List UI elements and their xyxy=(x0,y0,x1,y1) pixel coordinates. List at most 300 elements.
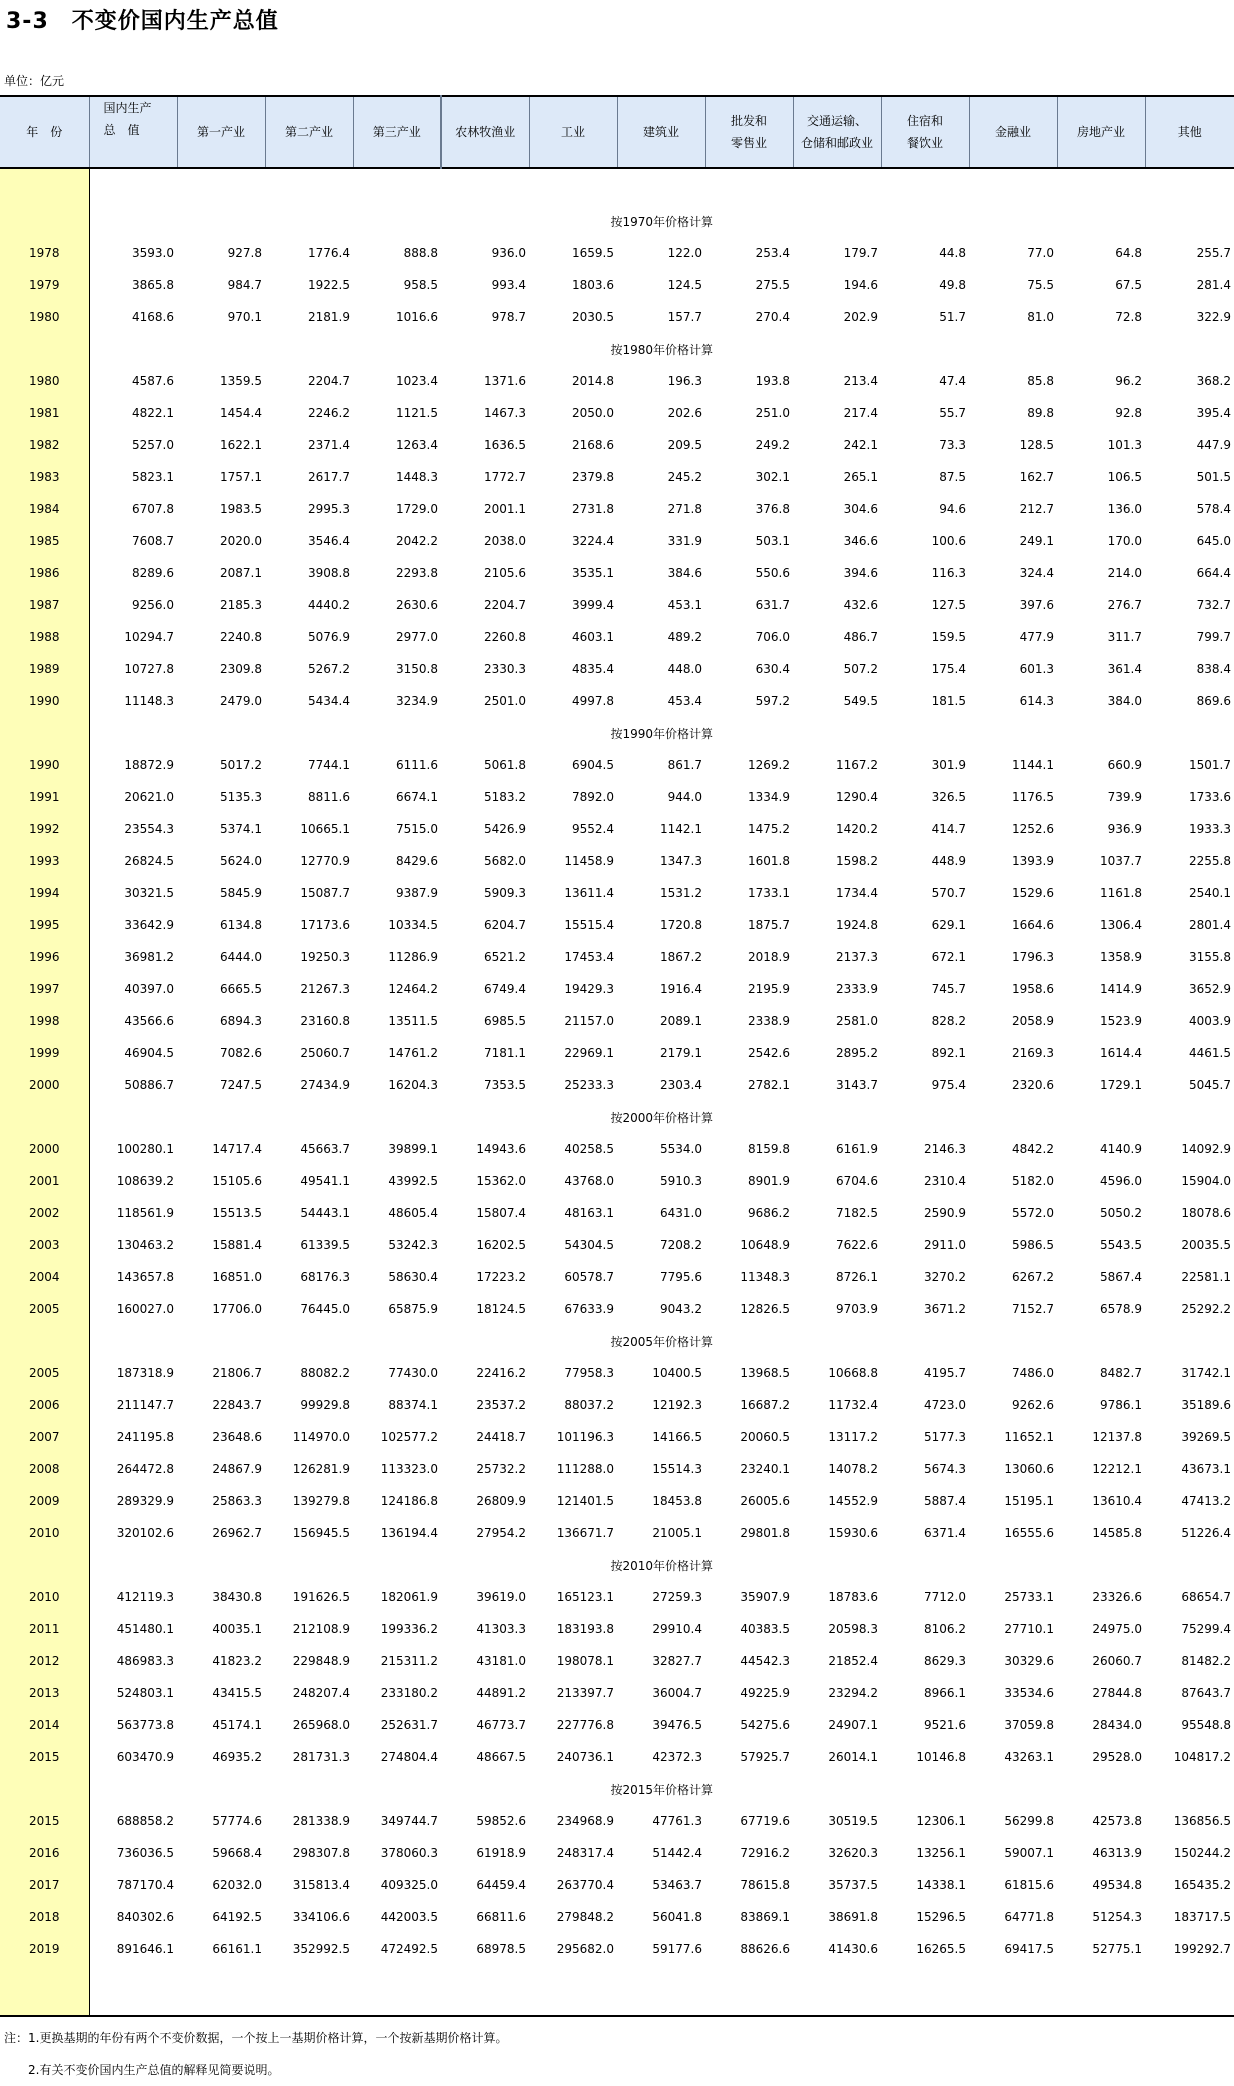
table-row xyxy=(0,1677,1234,1709)
agriculture-cell: 5183.2 xyxy=(484,790,526,804)
other-cell: 281.4 xyxy=(1196,278,1231,292)
other-cell: 81482.2 xyxy=(1181,1654,1231,1668)
gdp-cell: 40397.0 xyxy=(124,982,174,996)
gdp-cell: 451480.1 xyxy=(116,1622,174,1636)
accommodation-cell: 12306.1 xyxy=(916,1814,966,1828)
industry-cell: 21157.0 xyxy=(564,1014,614,1028)
construction-cell: 448.0 xyxy=(667,662,702,676)
transport-cell: 1734.4 xyxy=(836,886,878,900)
tertiary-cell: 409325.0 xyxy=(380,1878,438,1892)
industry-cell: 111288.0 xyxy=(556,1462,614,1476)
finance-cell: 5986.5 xyxy=(1012,1238,1054,1252)
transport-cell: 2333.9 xyxy=(836,982,878,996)
primary-cell: 7082.6 xyxy=(220,1046,262,1060)
transport-cell: 1420.2 xyxy=(836,822,878,836)
real-estate-cell: 5050.2 xyxy=(1100,1206,1142,1220)
primary-cell: 14717.4 xyxy=(212,1142,262,1156)
table-row xyxy=(0,845,1234,877)
industry-cell: 2030.5 xyxy=(572,310,614,324)
construction-cell: 6431.0 xyxy=(660,1206,702,1220)
accommodation-cell: 87.5 xyxy=(939,470,966,484)
agriculture-cell: 18124.5 xyxy=(476,1302,526,1316)
primary-cell: 1757.1 xyxy=(220,470,262,484)
other-cell: 104817.2 xyxy=(1173,1750,1231,1764)
construction-cell: 21005.1 xyxy=(652,1526,702,1540)
accommodation-cell: 116.3 xyxy=(931,566,966,580)
tertiary-cell: 472492.5 xyxy=(380,1942,438,1956)
other-cell: 51226.4 xyxy=(1181,1526,1231,1540)
primary-cell: 57774.6 xyxy=(212,1814,262,1828)
year-cell: 2004 xyxy=(0,1261,89,1293)
other-cell: 165435.2 xyxy=(1173,1878,1231,1892)
secondary-cell: 3908.8 xyxy=(308,566,350,580)
header-construction: 建筑业 xyxy=(617,96,705,168)
finance-cell: 61815.6 xyxy=(1004,1878,1054,1892)
construction-cell: 1531.2 xyxy=(660,886,702,900)
accommodation-cell: 51.7 xyxy=(939,310,966,324)
tertiary-cell: 215311.2 xyxy=(380,1654,438,1668)
real-estate-cell: 384.0 xyxy=(1107,694,1142,708)
industry-cell: 240736.1 xyxy=(556,1750,614,1764)
year-cell: 1998 xyxy=(0,1005,89,1037)
construction-cell: 384.6 xyxy=(667,566,702,580)
other-cell: 95548.8 xyxy=(1181,1718,1231,1732)
transport-cell: 1290.4 xyxy=(836,790,878,804)
construction-cell: 489.2 xyxy=(667,630,702,644)
section-row xyxy=(0,205,1234,237)
section-label: 按2005年价格计算 xyxy=(610,1334,714,1349)
finance-cell: 89.8 xyxy=(1027,406,1054,420)
finance-cell: 128.5 xyxy=(1019,438,1054,452)
wholesale-retail-cell: 1601.8 xyxy=(748,854,790,868)
other-cell: 838.4 xyxy=(1196,662,1231,676)
accommodation-cell: 8629.3 xyxy=(924,1654,966,1668)
primary-cell: 1359.5 xyxy=(220,374,262,388)
gdp-cell: 241195.8 xyxy=(116,1430,174,1444)
industry-cell: 60578.7 xyxy=(564,1270,614,1284)
primary-cell: 7247.5 xyxy=(220,1078,262,1092)
agriculture-cell: 44891.2 xyxy=(476,1686,526,1700)
gdp-cell: 688858.2 xyxy=(116,1814,174,1828)
real-estate-cell: 1161.8 xyxy=(1100,886,1142,900)
secondary-cell: 2246.2 xyxy=(308,406,350,420)
other-cell: 732.7 xyxy=(1196,598,1231,612)
other-cell: 5045.7 xyxy=(1189,1078,1231,1092)
wholesale-retail-cell: 40383.5 xyxy=(740,1622,790,1636)
header-transport xyxy=(793,96,881,168)
gdp-cell: 18872.9 xyxy=(124,758,174,772)
tertiary-cell: 6111.6 xyxy=(396,758,438,772)
finance-cell: 249.1 xyxy=(1019,534,1054,548)
other-cell: 322.9 xyxy=(1196,310,1231,324)
other-cell: 39269.5 xyxy=(1181,1430,1231,1444)
gdp-cell: 412119.3 xyxy=(116,1590,174,1604)
wholesale-retail-cell: 1875.7 xyxy=(748,918,790,932)
agriculture-cell: 59852.6 xyxy=(476,1814,526,1828)
tertiary-cell: 7515.0 xyxy=(396,822,438,836)
other-cell: 47413.2 xyxy=(1181,1494,1231,1508)
table-row xyxy=(0,1165,1234,1197)
tertiary-cell: 39899.1 xyxy=(388,1142,438,1156)
accommodation-cell: 828.2 xyxy=(931,1014,966,1028)
accommodation-cell: 3270.2 xyxy=(924,1270,966,1284)
real-estate-cell: 12212.1 xyxy=(1092,1462,1142,1476)
construction-cell: 59177.6 xyxy=(652,1942,702,1956)
gdp-cell: 118561.9 xyxy=(116,1206,174,1220)
tertiary-cell: 77430.0 xyxy=(388,1366,438,1380)
transport-cell: 32620.3 xyxy=(828,1846,878,1860)
wholesale-retail-cell: 11348.3 xyxy=(740,1270,790,1284)
accommodation-cell: 16265.5 xyxy=(916,1942,966,1956)
transport-cell: 30519.5 xyxy=(828,1814,878,1828)
construction-cell: 47761.3 xyxy=(652,1814,702,1828)
secondary-cell: 45663.7 xyxy=(300,1142,350,1156)
transport-cell: 217.4 xyxy=(843,406,878,420)
construction-cell: 39476.5 xyxy=(652,1718,702,1732)
wholesale-retail-cell: 54275.6 xyxy=(740,1718,790,1732)
notes xyxy=(4,2022,507,2086)
year-cell: 1980 xyxy=(0,365,89,397)
finance-cell: 1144.1 xyxy=(1012,758,1054,772)
section-label: 按2000年价格计算 xyxy=(610,1110,714,1125)
year-cell xyxy=(0,168,89,205)
secondary-cell: 27434.9 xyxy=(300,1078,350,1092)
construction-cell: 245.2 xyxy=(667,470,702,484)
finance-cell: 2058.9 xyxy=(1012,1014,1054,1028)
construction-cell: 7795.6 xyxy=(660,1270,702,1284)
header-accommodation-line1: 住宿和 xyxy=(906,114,943,128)
wholesale-retail-cell: 29801.8 xyxy=(740,1526,790,1540)
finance-cell: 11652.1 xyxy=(1004,1430,1054,1444)
other-cell: 3155.8 xyxy=(1189,950,1231,964)
section-row xyxy=(0,1549,1234,1581)
primary-cell: 40035.1 xyxy=(212,1622,262,1636)
wholesale-retail-cell: 2782.1 xyxy=(748,1078,790,1092)
secondary-cell: 88082.2 xyxy=(300,1366,350,1380)
header-wholesale-line1: 批发和 xyxy=(730,114,767,128)
gdp-cell: 143657.8 xyxy=(116,1270,174,1284)
agriculture-cell: 48667.5 xyxy=(476,1750,526,1764)
industry-cell: 4835.4 xyxy=(572,662,614,676)
construction-cell: 56041.8 xyxy=(652,1910,702,1924)
finance-cell: 4842.2 xyxy=(1012,1142,1054,1156)
transport-cell: 7182.5 xyxy=(836,1206,878,1220)
secondary-cell: 156945.5 xyxy=(292,1526,350,1540)
construction-cell: 27259.3 xyxy=(652,1590,702,1604)
year-cell: 1978 xyxy=(0,237,89,269)
wholesale-retail-cell: 9686.2 xyxy=(748,1206,790,1220)
table-row xyxy=(0,1805,1234,1837)
accommodation-cell: 73.3 xyxy=(939,438,966,452)
agriculture-cell: 6204.7 xyxy=(484,918,526,932)
table-row xyxy=(0,685,1234,717)
accommodation-cell: 159.5 xyxy=(931,630,966,644)
tertiary-cell: 1023.4 xyxy=(396,374,438,388)
wholesale-retail-cell: 35907.9 xyxy=(740,1590,790,1604)
construction-cell: 10400.5 xyxy=(652,1366,702,1380)
agriculture-cell: 15362.0 xyxy=(476,1174,526,1188)
secondary-cell: 281338.9 xyxy=(292,1814,350,1828)
secondary-cell: 248207.4 xyxy=(292,1686,350,1700)
accommodation-cell: 10146.8 xyxy=(916,1750,966,1764)
industry-cell: 22969.1 xyxy=(564,1046,614,1060)
finance-cell: 33534.6 xyxy=(1004,1686,1054,1700)
finance-cell: 37059.8 xyxy=(1004,1718,1054,1732)
other-cell: 2801.4 xyxy=(1189,918,1231,932)
accommodation-cell: 570.7 xyxy=(931,886,966,900)
finance-cell: 162.7 xyxy=(1019,470,1054,484)
year-cell: 2010 xyxy=(0,1517,89,1549)
table-row xyxy=(0,1741,1234,1773)
real-estate-cell: 13610.4 xyxy=(1092,1494,1142,1508)
primary-cell: 15513.5 xyxy=(212,1206,262,1220)
gdp-cell: 187318.9 xyxy=(116,1366,174,1380)
transport-cell: 486.7 xyxy=(843,630,878,644)
transport-cell: 394.6 xyxy=(843,566,878,580)
real-estate-cell: 1358.9 xyxy=(1100,950,1142,964)
gdp-cell: 5823.1 xyxy=(132,470,174,484)
agriculture-cell: 978.7 xyxy=(491,310,526,324)
tertiary-cell: 1448.3 xyxy=(396,470,438,484)
secondary-cell: 114970.0 xyxy=(292,1430,350,1444)
finance-cell: 1529.6 xyxy=(1012,886,1054,900)
table-row xyxy=(0,1837,1234,1869)
real-estate-cell: 42573.8 xyxy=(1092,1814,1142,1828)
other-cell: 199292.7 xyxy=(1173,1942,1231,1956)
tertiary-cell: 11286.9 xyxy=(388,950,438,964)
agriculture-cell: 68978.5 xyxy=(476,1942,526,1956)
year-cell: 1999 xyxy=(0,1037,89,1069)
finance-cell: 212.7 xyxy=(1019,502,1054,516)
industry-cell: 3999.4 xyxy=(572,598,614,612)
gdp-cell: 840302.6 xyxy=(116,1910,174,1924)
real-estate-cell: 23326.6 xyxy=(1092,1590,1142,1604)
year-cell: 2005 xyxy=(0,1293,89,1325)
table-row xyxy=(0,1485,1234,1517)
transport-cell: 23294.2 xyxy=(828,1686,878,1700)
secondary-cell: 54443.1 xyxy=(300,1206,350,1220)
construction-cell: 32827.7 xyxy=(652,1654,702,1668)
real-estate-cell: 49534.8 xyxy=(1092,1878,1142,1892)
header-agriculture: 农林牧渔业 xyxy=(441,96,529,168)
year-cell: 2012 xyxy=(0,1645,89,1677)
construction-cell: 122.0 xyxy=(667,246,702,260)
year-cell: 1988 xyxy=(0,621,89,653)
transport-cell: 14078.2 xyxy=(828,1462,878,1476)
primary-cell: 5374.1 xyxy=(220,822,262,836)
table-row xyxy=(0,1389,1234,1421)
table-body xyxy=(0,168,1234,2016)
tertiary-cell: 958.5 xyxy=(403,278,438,292)
real-estate-cell: 92.8 xyxy=(1115,406,1142,420)
transport-cell: 304.6 xyxy=(843,502,878,516)
secondary-cell: 10665.1 xyxy=(300,822,350,836)
accommodation-cell: 175.4 xyxy=(931,662,966,676)
gdp-cell: 486983.3 xyxy=(116,1654,174,1668)
other-cell: 15904.0 xyxy=(1181,1174,1231,1188)
real-estate-cell: 1306.4 xyxy=(1100,918,1142,932)
construction-cell: 453.1 xyxy=(667,598,702,612)
industry-cell: 13611.4 xyxy=(564,886,614,900)
construction-cell: 7208.2 xyxy=(660,1238,702,1252)
agriculture-cell: 17223.2 xyxy=(476,1270,526,1284)
construction-cell: 1916.4 xyxy=(660,982,702,996)
industry-cell: 295682.0 xyxy=(556,1942,614,1956)
finance-cell: 59007.1 xyxy=(1004,1846,1054,1860)
tertiary-cell: 16204.3 xyxy=(388,1078,438,1092)
secondary-cell: 265968.0 xyxy=(292,1718,350,1732)
table-row xyxy=(0,1005,1234,1037)
accommodation-cell: 629.1 xyxy=(931,918,966,932)
gdp-cell: 36981.2 xyxy=(124,950,174,964)
real-estate-cell: 51254.3 xyxy=(1092,1910,1142,1924)
agriculture-cell: 41303.3 xyxy=(476,1622,526,1636)
year-cell: 2005 xyxy=(0,1357,89,1389)
primary-cell: 984.7 xyxy=(227,278,262,292)
construction-cell: 1142.1 xyxy=(660,822,702,836)
table-row xyxy=(0,1229,1234,1261)
wholesale-retail-cell: 631.7 xyxy=(755,598,790,612)
transport-cell: 265.1 xyxy=(843,470,878,484)
year-cell: 1995 xyxy=(0,909,89,941)
transport-cell: 11732.4 xyxy=(828,1398,878,1412)
tertiary-cell: 2977.0 xyxy=(396,630,438,644)
year-cell: 2009 xyxy=(0,1485,89,1517)
gdp-cell: 264472.8 xyxy=(116,1462,174,1476)
accommodation-cell: 326.5 xyxy=(931,790,966,804)
section-label: 按1990年价格计算 xyxy=(610,726,714,741)
agriculture-cell: 2001.1 xyxy=(484,502,526,516)
accommodation-cell: 301.9 xyxy=(931,758,966,772)
tertiary-cell: 124186.8 xyxy=(380,1494,438,1508)
agriculture-cell: 2204.7 xyxy=(484,598,526,612)
year-cell: 1993 xyxy=(0,845,89,877)
spacer-row xyxy=(0,168,1234,205)
transport-cell: 20598.3 xyxy=(828,1622,878,1636)
primary-cell: 17706.0 xyxy=(212,1302,262,1316)
secondary-cell: 1776.4 xyxy=(308,246,350,260)
tertiary-cell: 9387.9 xyxy=(396,886,438,900)
transport-cell: 2137.3 xyxy=(836,950,878,964)
wholesale-retail-cell: 597.2 xyxy=(755,694,790,708)
wholesale-retail-cell: 26005.6 xyxy=(740,1494,790,1508)
accommodation-cell: 44.8 xyxy=(939,246,966,260)
other-cell: 869.6 xyxy=(1196,694,1231,708)
tertiary-cell: 1729.0 xyxy=(396,502,438,516)
real-estate-cell: 1414.9 xyxy=(1100,982,1142,996)
header-gdp xyxy=(89,96,177,168)
other-cell: 14092.9 xyxy=(1181,1142,1231,1156)
finance-cell: 397.6 xyxy=(1019,598,1054,612)
secondary-cell: 229848.9 xyxy=(292,1654,350,1668)
gdp-cell: 3593.0 xyxy=(132,246,174,260)
secondary-cell: 15087.7 xyxy=(300,886,350,900)
construction-cell: 36004.7 xyxy=(652,1686,702,1700)
accommodation-cell: 2146.3 xyxy=(924,1142,966,1156)
industry-cell: 43768.0 xyxy=(564,1174,614,1188)
wholesale-retail-cell: 2195.9 xyxy=(748,982,790,996)
year-cell: 2015 xyxy=(0,1805,89,1837)
wholesale-retail-cell: 503.1 xyxy=(755,534,790,548)
accommodation-cell: 100.6 xyxy=(931,534,966,548)
other-cell: 25292.2 xyxy=(1181,1302,1231,1316)
real-estate-cell: 24975.0 xyxy=(1092,1622,1142,1636)
other-cell: 136856.5 xyxy=(1173,1814,1231,1828)
year-cell xyxy=(0,1773,89,1805)
finance-cell: 43263.1 xyxy=(1004,1750,1054,1764)
gdp-cell: 10294.7 xyxy=(124,630,174,644)
real-estate-cell: 214.0 xyxy=(1107,566,1142,580)
finance-cell: 614.3 xyxy=(1019,694,1054,708)
primary-cell: 5017.2 xyxy=(220,758,262,772)
tertiary-cell: 12464.2 xyxy=(388,982,438,996)
industry-cell: 3535.1 xyxy=(572,566,614,580)
year-cell: 1984 xyxy=(0,493,89,525)
finance-cell: 1796.3 xyxy=(1012,950,1054,964)
agriculture-cell: 7353.5 xyxy=(484,1078,526,1092)
gdp-cell: 5257.0 xyxy=(132,438,174,452)
primary-cell: 5845.9 xyxy=(220,886,262,900)
construction-cell: 209.5 xyxy=(667,438,702,452)
wholesale-retail-cell: 270.4 xyxy=(755,310,790,324)
gdp-cell: 20621.0 xyxy=(124,790,174,804)
industry-cell: 7892.0 xyxy=(572,790,614,804)
table-row xyxy=(0,1869,1234,1901)
table-row xyxy=(0,1037,1234,1069)
year-cell: 1979 xyxy=(0,269,89,301)
wholesale-retail-cell: 72916.2 xyxy=(740,1846,790,1860)
real-estate-cell: 9786.1 xyxy=(1100,1398,1142,1412)
accommodation-cell: 448.9 xyxy=(931,854,966,868)
agriculture-cell: 5061.8 xyxy=(484,758,526,772)
year-cell: 1983 xyxy=(0,461,89,493)
finance-cell: 477.9 xyxy=(1019,630,1054,644)
construction-cell: 42372.3 xyxy=(652,1750,702,1764)
other-cell: 35189.6 xyxy=(1181,1398,1231,1412)
real-estate-cell: 14585.8 xyxy=(1092,1526,1142,1540)
real-estate-cell: 96.2 xyxy=(1115,374,1142,388)
construction-cell: 5534.0 xyxy=(660,1142,702,1156)
table-row xyxy=(0,1357,1234,1389)
finance-cell: 9262.6 xyxy=(1012,1398,1054,1412)
industry-cell: 15515.4 xyxy=(564,918,614,932)
tertiary-cell: 136194.4 xyxy=(380,1526,438,1540)
gdp-table xyxy=(0,95,1234,2017)
wholesale-retail-cell: 275.5 xyxy=(755,278,790,292)
transport-cell: 35737.5 xyxy=(828,1878,878,1892)
wholesale-retail-cell: 8159.8 xyxy=(748,1142,790,1156)
tertiary-cell: 14761.2 xyxy=(388,1046,438,1060)
real-estate-cell: 311.7 xyxy=(1107,630,1142,644)
construction-cell: 271.8 xyxy=(667,502,702,516)
wholesale-retail-cell: 44542.3 xyxy=(740,1654,790,1668)
real-estate-cell: 1614.4 xyxy=(1100,1046,1142,1060)
primary-cell: 46935.2 xyxy=(212,1750,262,1764)
year-cell: 2015 xyxy=(0,1741,89,1773)
industry-cell: 54304.5 xyxy=(564,1238,614,1252)
primary-cell: 2020.0 xyxy=(220,534,262,548)
other-cell: 18078.6 xyxy=(1181,1206,1231,1220)
agriculture-cell: 14943.6 xyxy=(476,1142,526,1156)
tertiary-cell: 2042.2 xyxy=(396,534,438,548)
year-cell xyxy=(0,333,89,365)
other-cell: 68654.7 xyxy=(1181,1590,1231,1604)
transport-cell: 13117.2 xyxy=(828,1430,878,1444)
primary-cell: 2185.3 xyxy=(220,598,262,612)
section-label: 按1970年价格计算 xyxy=(610,214,714,229)
primary-cell: 1454.4 xyxy=(220,406,262,420)
wholesale-retail-cell: 1733.1 xyxy=(748,886,790,900)
